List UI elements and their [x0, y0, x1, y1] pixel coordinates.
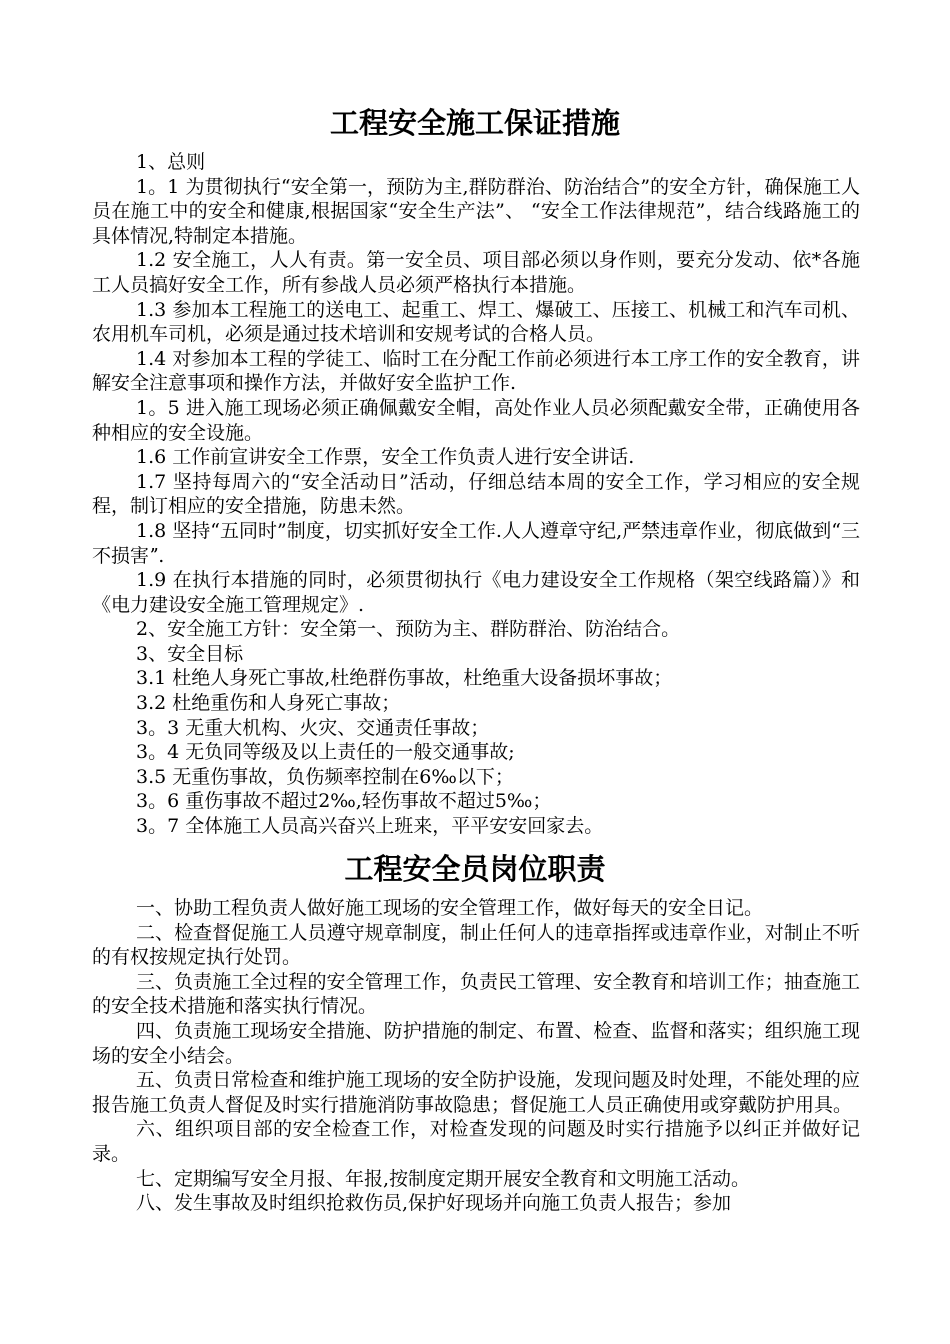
paragraph: 3。6 重伤事故不超过2‰,轻伤事故不超过5‰； [136, 790, 552, 813]
safety-officer-duties-section [92, 896, 860, 1216]
paragraph: 一、协助工程负责人做好施工现场的安全管理工作，做好每天的安全日记。 [136, 897, 764, 919]
paragraph: 1.7 坚持每周六的“安全活动日”活动，仔细总结本周的安全工作，学习相应的安全规程，制订相应的安全措施，防患未然。 [92, 470, 860, 518]
paragraph: 3。4 无负同等级及以上责任的一般交通事故; [136, 741, 515, 764]
paragraph: 3.2 杜绝重伤和人身死亡事故； [136, 692, 401, 715]
paragraph: 1.4 对参加本工程的学徒工、临时工在分配工作前必须进行本工序工作的安全教育，讲解安全注意事项和操作方法，并做好安全监护工作. [92, 347, 860, 395]
paragraph: 八、发生事故及时组织抢救伤员,保护好现场并向施工负责人报告；参加 [136, 1192, 732, 1215]
section-title: 工程安全员岗位职责 [344, 852, 606, 886]
document-title: 工程安全施工保证措施 [329, 106, 620, 140]
paragraph: 1。1 为贯彻执行“安全第一，预防为主,群防群治、防治结合”的安全方针，确保施工人员在施工中的安全和健康,根据国家“安全生产法”、 “安全工作法律规范”，结合线路施工的具体情况,特制定本措施。 [92, 175, 860, 247]
paragraph: 五、负责日常检查和维护施工现场的安全防护设施，发现问题及时处理，不能处理的应报告施工负责人督促及时实行措施消防事故隐患；督促施工人员正确使用或穿戴防护用具。 [92, 1069, 860, 1116]
paragraph: 1.2 安全施工，人人有责。第一安全员、项目部必须以身作则，要充分发动、依*各施工人员搞好安全工作，所有参战人员必须严格执行本措施。 [92, 249, 860, 296]
paragraph: 1.3 参加本工程施工的送电工、起重工、焊工、爆破工、压接工、机械工和汽车司机、农用机车司机，必须是通过技术培训和安规考试的合格人员。 [92, 298, 860, 346]
paragraph: 3、安全目标 [136, 642, 244, 665]
paragraph: 3.5 无重伤事故，负伤频率控制在6‰以下； [136, 765, 514, 788]
paragraph: 3。7 全体施工人员高兴奋兴上班来，平平安安回家去。 [136, 815, 604, 838]
paragraph: 1。5 进入施工现场必须正确佩戴安全帽，高处作业人员必须配戴安全带，正确使用各种相应的安全设施。 [92, 396, 860, 444]
paragraph: 三、负责施工全过程的安全管理工作，负责民工管理、安全教育和培训工作；抽查施工的安全技术措施和落实执行情况。 [92, 970, 860, 1018]
paragraph: 3。3 无重大机构、火灾、交通责任事故； [136, 716, 490, 739]
paragraph: 1.9 在执行本措施的同时，必须贯彻执行《电力建设安全工作规格（架空线路篇）》和《电力建设安全施工管理规定》. [92, 569, 860, 616]
paragraph: 3.1 杜绝人身死亡事故,杜绝群伤事故，杜绝重大设备损坏事故； [136, 667, 673, 690]
paragraph: 四、负责施工现场安全措施、防护措施的制定、布置、检查、监督和落实；组织施工现场的安全小结会。 [92, 1019, 860, 1067]
paragraph: 二、检查督促施工人员遵守规章制度，制止任何人的违章指挥或违章作业，对制止不听的有权按规定执行处罚。 [92, 921, 860, 969]
paragraph: 1.6 工作前宣讲安全工作票，安全工作负责人进行安全讲话. [136, 446, 635, 469]
safety-measures-section [92, 150, 860, 839]
paragraph: 七、定期编写安全月报、年报,按制度定期开展安全教育和文明施工活动。 [136, 1167, 751, 1190]
paragraph: 1、总则 [136, 151, 206, 173]
paragraph: 1.8 坚持“五同时”制度，切实抓好安全工作.人人遵章守纪,严禁违章作业，彻底做到“三不损害ˮ. [92, 519, 860, 567]
paragraph: 2、安全施工方针：安全第一、预防为主、群防群治、防治结合。 [136, 618, 681, 641]
paragraph: 六、组织项目部的安全检查工作，对检查发现的问题及时实行措施予以纠正并做好记录。 [92, 1118, 860, 1165]
